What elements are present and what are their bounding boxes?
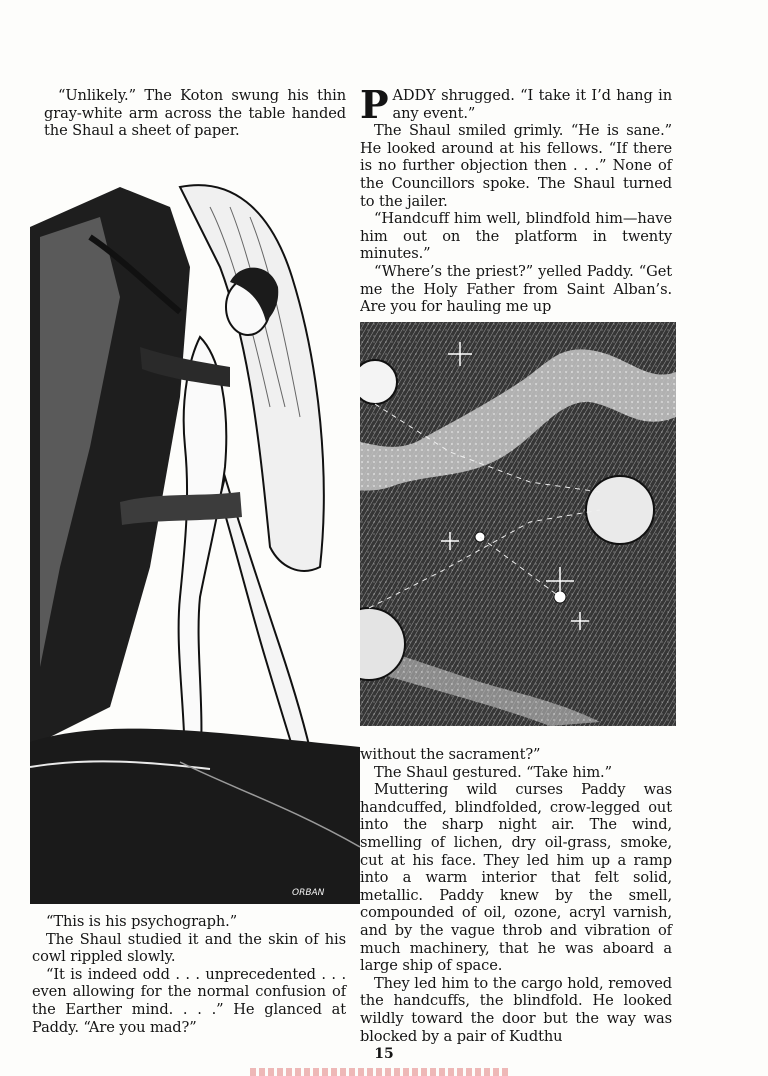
- paragraph: without the sacrament?”: [360, 746, 541, 763]
- paragraph-text: ADDY shrugged. “I take it I’d hang in any event.”: [392, 87, 672, 122]
- text-column-top-left: [44, 87, 346, 140]
- paragraph: The Shaul studied it and the skin of his cowl rippled slowly.: [32, 930, 346, 966]
- paragraph: “Where’s the priest?” yelled Paddy. “Get me the Holy Father from Saint Alban’s. Are you for hauling me up: [360, 262, 672, 316]
- paragraph: The Shaul gestured. “Take him.”: [374, 763, 612, 781]
- paragraph-dropcap: [360, 82, 672, 127]
- paragraph: “This is his psychograph.”: [46, 913, 238, 930]
- page-number: 15: [374, 1046, 394, 1062]
- paragraph: They led him to the cargo hold, removed the handcuffs, the blindfold. He looked wildly toward the door but the way was blocked by a pair of Kudthu: [360, 974, 672, 1045]
- paragraph: The Shaul smiled grimly. “He is sane.” He looked around at his fellows. “If there is no further objection then . . .” None of the Councillors spoke. The Shaul turned to the jailer.: [360, 122, 672, 210]
- dancer-drawing: [30, 147, 360, 904]
- footer-strip: [250, 1068, 510, 1076]
- paragraph: “Handcuff him well, blindfold him—have him out on the platform in twenty minutes.”: [360, 210, 672, 263]
- artist-signature: ORBAN: [292, 888, 325, 898]
- dancer-illustration: [30, 147, 360, 904]
- paragraph: Muttering wild curses Paddy was handcuffed, blindfolded, crow-legged out into the sharp night air. The wind, smelling of lichen, dry oil-grass, smoke, cut at his face. They led him up a ramp into a warm interior that felt solid, metallic. Paddy knew by the smell, compounded of oil, ozone, acryl varnish, and by the vague throb and vibration of much machinery, that he was aboard a large ship of space.: [360, 781, 672, 975]
- paragraph: “Unlikely.” The Koton swung his thin gray-white arm across the table handed the Shaul a sheet of paper.: [44, 87, 346, 140]
- text-column-top-right: [360, 82, 672, 316]
- text-column-bottom-right: [360, 746, 672, 1045]
- paragraph: “It is indeed odd . . . unprecedented . . . even allowing for the normal confusion of the Earther mind. . . .” He glanced at Paddy. “Are you mad?”: [32, 965, 346, 1036]
- drop-cap: P: [360, 82, 389, 127]
- text-column-bottom-left: [32, 913, 346, 1036]
